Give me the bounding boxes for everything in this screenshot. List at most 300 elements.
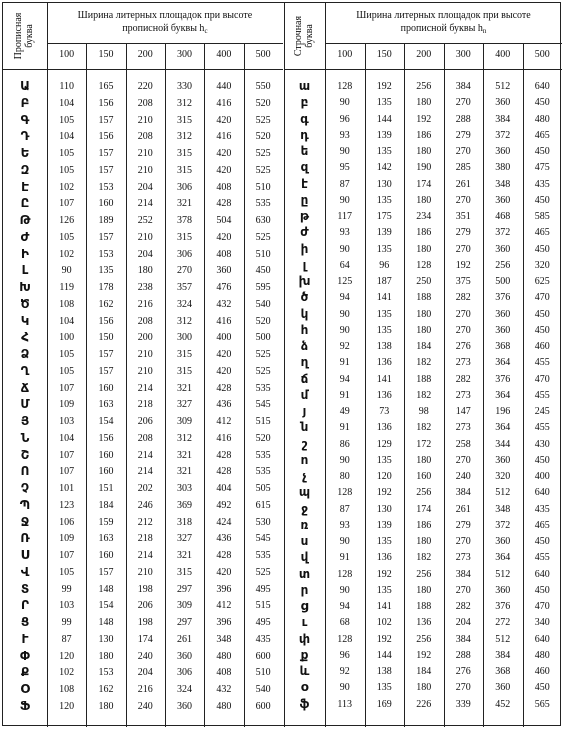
left-table-width-cell: 99 [61,583,72,595]
left-table-width-cell: 105 [59,365,75,377]
right-table-width-cell: 96 [379,259,390,271]
right-table-letter-glyph: փ [298,631,311,646]
right-table-width-cell: 279 [455,519,471,531]
right-table-width-cell: 49 [339,406,350,417]
right-table-width-cell: 102 [376,617,392,629]
left-table-width-cell: 396 [216,617,232,628]
right-table-width-cell: 282 [455,601,471,612]
right-table-width-cell: 192 [416,649,432,661]
left-table-width-cell: 240 [137,650,153,662]
right-table-width-cell: 339 [455,698,471,710]
right-table-width-cell: 384 [455,487,471,499]
right-table-width-cell: 360 [495,194,511,206]
right-table-width-cell: 364 [495,552,511,564]
right-table-width-cell: 128 [337,633,353,645]
right-table-width-cell: 94 [339,373,350,385]
left-table-letter-glyph: Զ [20,162,30,177]
right-table-width-cell: 364 [495,389,511,401]
left-table-width-cell: 202 [137,483,153,494]
left-table-width-cell: 360 [177,700,193,712]
left-table-width-cell: 416 [216,315,232,327]
right-table-width-cell: 128 [337,568,353,580]
right-table-width-cell: 270 [455,308,471,320]
left-table-width-cell: 412 [216,416,232,427]
right-table-width-cell: 372 [495,129,511,141]
left-table-width-cell: 525 [255,164,271,176]
right-table-width-cell: 279 [455,227,471,239]
left-table-width-cell: 525 [255,349,271,360]
left-table-width-cell: 157 [98,349,114,360]
right-table-width-cell: 565 [534,698,550,710]
right-table-letter-column-header: Строчная буква [292,15,315,57]
right-table-width-cell: 192 [376,487,392,499]
left-table-width-cell: 159 [98,516,114,528]
left-table-width-cell: 428 [216,466,232,478]
right-table-width-cell: 340 [534,617,550,629]
right-table-width-cell: 138 [376,341,392,352]
right-table-letter-glyph: դ [300,127,309,142]
left-table-width-cell: 312 [177,432,193,444]
right-table-width-cell: 188 [416,373,432,385]
left-table-width-cell: 504 [216,215,232,226]
left-table-width-cell: 174 [137,633,153,645]
left-table-width-cell: 153 [98,181,114,193]
right-table-width-cell: 144 [376,649,392,661]
left-table-letter-glyph: Հ [21,330,29,345]
left-table-width-cell: 210 [137,566,153,578]
right-table-letter-glyph: շ [301,436,308,451]
left-table-width-cell: 218 [137,533,153,545]
right-table-width-cell: 384 [495,649,511,661]
left-table-width-cell: 160 [98,449,114,461]
right-table-width-cell: 360 [495,536,511,547]
right-table-width-cell: 435 [534,503,550,515]
right-table-width-cell: 91 [339,357,350,369]
left-table-width-cell: 378 [177,215,193,226]
right-table-width-cell: 184 [416,666,432,677]
right-table-width-cell: 139 [376,129,392,141]
left-table-width-cell: 238 [137,282,153,293]
left-table-width-cell: 108 [59,298,75,310]
left-table-letter-glyph: Ա [20,79,30,93]
left-table-width-cell: 156 [98,131,114,143]
right-table-width-cell: 130 [376,178,392,190]
right-table-width-cell: 480 [534,113,550,125]
right-table-width-cell: 136 [376,552,392,564]
left-table-width-cell: 360 [177,650,193,662]
right-table-height-500-header: 500 [534,49,550,60]
left-table-width-cell: 157 [98,231,114,243]
left-table-width-cell: 550 [255,81,271,92]
left-table-width-cell: 321 [177,382,193,394]
right-table-width-cell: 141 [376,373,392,385]
left-table-width-cell: 150 [98,332,114,344]
right-table-width-cell: 375 [455,276,471,287]
left-table-width-cell: 428 [216,550,232,561]
left-table-letter-glyph: Ջ [20,514,30,529]
right-table-width-cell: 380 [495,162,511,174]
left-table-width-cell: 315 [177,164,193,176]
left-table-width-cell: 515 [255,600,271,612]
left-table-width-cell: 120 [59,650,75,662]
right-table-width-cell: 512 [495,568,511,580]
row-divider [3,69,283,70]
left-table-width-cell: 408 [216,667,232,679]
left-table-width-cell: 420 [216,164,232,176]
left-table-width-cell: 160 [98,466,114,478]
left-table-width-cell: 428 [216,198,232,210]
left-table-width-cell: 416 [216,432,232,444]
right-table-height-150-header: 150 [376,49,392,60]
left-table-width-cell: 212 [137,516,153,528]
left-table-width-cell: 315 [177,114,193,126]
left-table-width-cell: 180 [98,700,114,712]
right-table-letter-glyph: ւ [301,615,308,630]
right-table-width-cell: 372 [495,519,511,531]
left-table-width-cell: 595 [255,282,271,293]
left-table-width-cell: 535 [255,198,271,210]
left-table-width-cell: 436 [216,533,232,545]
left-table-width-cell: 100 [59,332,75,344]
left-table-letter-glyph: Պ [19,497,31,512]
right-table-width-cell: 135 [376,454,392,466]
left-table-width-cell: 105 [59,231,75,243]
right-table-width-cell: 136 [376,389,392,401]
right-table-width-cell: 475 [534,162,550,174]
left-table-width-cell: 214 [137,198,153,210]
left-table-width-cell: 327 [177,533,193,545]
right-table-width-cell: 288 [455,113,471,125]
left-table-letter-glyph: Ռ [20,531,30,546]
left-table-width-cell: 180 [98,650,114,662]
right-table-width-cell: 113 [337,698,353,710]
left-table-width-cell: 348 [216,633,232,645]
left-table-width-cell: 105 [59,164,75,176]
left-table-width-cell: 400 [216,332,232,344]
right-table-width-cell: 450 [534,243,550,255]
right-table-width-cell: 64 [339,259,350,271]
left-table-width-cell: 520 [255,97,271,109]
right-table-width-cell: 169 [376,698,392,710]
left-table-width-cell: 208 [137,432,153,444]
right-table-width-cell: 135 [376,97,392,109]
left-table-width-cell: 103 [59,600,75,612]
right-table-title-text: Ширина литерных площадок при высоте прописной буквы h [356,10,531,34]
right-table-width-cell: 95 [339,162,350,174]
right-table-width-cell: 455 [534,552,550,564]
right-table-width-cell: 344 [495,438,511,450]
left-table-width-cell: 520 [255,131,271,143]
right-table-width-cell: 144 [376,113,392,125]
right-table-width-cell: 270 [455,97,471,109]
left-table-width-cell: 525 [255,566,271,578]
left-table-height-200-header: 200 [137,49,153,60]
left-table-width-cell: 416 [216,131,232,143]
left-table-width-cell: 178 [98,282,114,293]
right-table-width-cell: 256 [495,259,511,271]
left-table-width-cell: 630 [255,215,271,226]
left-table-width-cell: 545 [255,533,271,545]
left-table-letter-glyph: Գ [20,112,30,127]
right-table-width-cell: 174 [416,178,432,190]
right-table-letter-glyph: ը [300,192,309,207]
left-table-width-cell: 198 [137,583,153,595]
left-table-width-cell: 404 [216,483,232,494]
right-table-title [325,9,562,38]
right-table-width-cell: 128 [337,81,353,92]
left-table-width-cell: 315 [177,349,193,360]
left-table-width-cell: 318 [177,516,193,528]
right-table-letter-glyph: վ [300,550,309,565]
right-table-height-100-header: 100 [337,49,353,60]
right-table-width-cell: 192 [376,81,392,92]
right-table-width-cell: 136 [376,422,392,434]
left-table-width-cell: 99 [61,617,72,628]
right-table-width-cell: 98 [418,406,429,417]
right-table-width-cell: 640 [534,81,550,92]
right-table-width-cell: 139 [376,227,392,239]
right-table-width-cell: 196 [495,406,511,417]
right-table-width-cell: 270 [455,584,471,596]
right-table-width-cell: 135 [376,584,392,596]
right-table-width-cell: 430 [534,438,550,450]
left-table-width-cell: 300 [177,332,193,344]
left-table-width-cell: 105 [59,349,75,360]
right-table-width-cell: 450 [534,682,550,694]
left-table-width-cell: 321 [177,550,193,561]
left-table-title-subscript: c [204,27,208,35]
left-table-letter-glyph: Ֆ [19,698,31,713]
left-table-width-cell: 515 [255,416,271,427]
left-table-letter-glyph: Ձ [20,347,30,361]
left-table-width-cell: 210 [137,365,153,377]
left-table-width-cell: 153 [98,248,114,260]
right-table-width-cell: 450 [534,536,550,547]
left-table-width-cell: 156 [98,432,114,444]
right-table-width-cell: 92 [339,341,350,352]
right-table-width-cell: 470 [534,292,550,304]
right-table-width-cell: 182 [416,552,432,564]
right-table-width-cell: 465 [534,129,550,141]
right-table-width-cell: 320 [534,259,550,271]
right-table-width-cell: 460 [534,666,550,677]
right-table-width-cell: 80 [339,471,350,482]
right-table-width-cell: 512 [495,81,511,92]
right-table-width-cell: 360 [495,584,511,596]
right-table-width-cell: 250 [416,276,432,287]
left-table-letter-glyph: Խ [19,280,31,294]
right-table-title-subscript: n [482,27,487,35]
right-table-letter-glyph: մ [300,387,309,402]
left-table-width-cell: 270 [177,265,193,277]
left-table-width-cell: 216 [137,298,153,310]
left-table-width-cell: 157 [98,148,114,159]
right-table-width-cell: 372 [495,227,511,239]
left-table-width-cell: 540 [255,684,271,695]
right-table-width-cell: 272 [495,617,511,629]
left-table-width-cell: 510 [255,667,271,679]
right-table-width-cell: 465 [534,227,550,239]
left-table-height-300-header: 300 [177,49,193,60]
left-table-width-cell: 130 [98,633,114,645]
left-table-letter-glyph: Բ [20,95,30,110]
right-table-width-cell: 91 [339,389,350,401]
right-table-letter-glyph: և [299,664,310,678]
right-table-width-cell: 182 [416,422,432,434]
right-table-width-cell: 186 [416,519,432,531]
left-table-width-cell: 208 [137,131,153,143]
left-table-width-cell: 476 [216,282,232,293]
left-table-width-cell: 104 [59,97,75,109]
right-table-width-cell: 128 [416,259,432,271]
left-table-letter-glyph: Է [21,179,29,194]
right-table-width-cell: 450 [534,584,550,596]
left-table-width-cell: 200 [137,332,153,344]
left-table-width-cell: 214 [137,550,153,561]
left-table-width-cell: 204 [137,667,153,679]
right-table-width-cell: 512 [495,487,511,499]
right-table-width-cell: 175 [376,211,392,222]
right-table-width-cell: 285 [455,162,471,174]
left-table-width-cell: 101 [59,483,75,494]
right-table-letter-glyph: է [301,176,308,191]
right-table-width-cell: 180 [416,243,432,255]
left-table-width-cell: 510 [255,181,271,193]
right-table-width-cell: 351 [455,211,471,222]
left-table-width-cell: 600 [255,700,271,712]
right-table-width-cell: 270 [455,146,471,157]
left-table-width-cell: 424 [216,516,232,528]
left-table-width-cell: 408 [216,248,232,260]
left-table-letter-glyph: Ւ [21,631,29,646]
right-table-width-cell: 450 [534,194,550,206]
right-table-letter-glyph: ժ [300,225,309,240]
right-table-width-cell: 147 [455,406,471,417]
right-table-width-cell: 138 [376,666,392,677]
left-table-width-cell: 106 [59,516,75,528]
right-table-width-cell: 86 [339,438,350,450]
left-table-width-cell: 480 [216,650,232,662]
right-table-width-cell: 360 [495,146,511,157]
right-table-height-300-header: 300 [455,49,471,60]
right-table-width-cell: 90 [339,324,350,336]
right-table-width-cell: 93 [339,519,350,531]
left-table-width-cell: 102 [59,248,75,260]
left-table-width-cell: 104 [59,131,75,143]
right-table-width-cell: 465 [534,519,550,531]
right-table-letter-glyph: ռ [300,517,309,532]
right-table-letter-glyph: ո [300,452,309,467]
right-table-width-cell: 270 [455,682,471,694]
right-table-width-cell: 192 [416,113,432,125]
left-table-width-cell: 297 [177,617,193,628]
right-table-width-cell: 87 [339,178,350,190]
left-table-width-cell: 109 [59,533,75,545]
left-table-width-cell: 297 [177,583,193,595]
right-table-width-cell: 276 [455,666,471,677]
left-table-letter-glyph: Ե [20,146,30,160]
right-table-letter-glyph: հ [300,322,309,337]
left-table-letter-glyph: Ճ [20,380,30,395]
right-table-width-cell: 450 [534,324,550,336]
left-table-width-cell: 321 [177,449,193,461]
right-table-width-cell: 94 [339,601,350,612]
right-table-width-cell: 270 [455,324,471,336]
right-table-width-cell: 320 [495,471,511,482]
right-table-letter-glyph: ն [300,420,309,435]
right-table-letter-glyph: ջ [301,501,308,516]
left-table-width-cell: 500 [255,332,271,344]
left-table-height-500-header: 500 [255,49,271,60]
right-table-width-cell: 90 [339,454,350,466]
right-table-width-cell: 261 [455,178,471,190]
right-table-width-cell: 470 [534,601,550,612]
left-table-width-cell: 369 [177,499,193,511]
right-table-width-cell: 186 [416,227,432,239]
right-table-letter-glyph: ս [300,534,309,548]
right-table-width-cell: 455 [534,422,550,434]
right-table-letter-glyph: ճ [300,371,309,386]
left-table-width-cell: 105 [59,566,75,578]
right-table-width-cell: 240 [455,471,471,482]
right-table-width-cell: 364 [495,357,511,369]
right-table-width-cell: 91 [339,422,350,434]
right-table-width-cell: 90 [339,243,350,255]
left-table-width-cell: 108 [59,684,75,695]
right-table-width-cell: 455 [534,389,550,401]
right-table-width-cell: 480 [534,649,550,661]
left-table-width-cell: 321 [177,466,193,478]
right-table-width-cell: 468 [495,211,511,222]
right-table-letter-glyph: պ [298,485,311,500]
right-table-width-cell: 512 [495,633,511,645]
right-table-letter-glyph: զ [300,160,309,175]
left-table-width-cell: 535 [255,382,271,394]
right-table-width-cell: 384 [455,633,471,645]
left-table-height-400-header: 400 [216,49,232,60]
left-table-width-cell: 120 [59,700,75,712]
left-table-width-cell: 148 [98,583,114,595]
right-table-width-cell: 135 [376,308,392,320]
right-table-width-cell: 136 [416,617,432,629]
left-table-width-cell: 154 [98,416,114,427]
left-table-width-cell: 206 [137,416,153,427]
right-table-letter-glyph: գ [300,111,309,126]
left-table-width-cell: 535 [255,550,271,561]
right-table-width-cell: 129 [376,438,392,450]
right-table-width-cell: 93 [339,227,350,239]
right-table-width-cell: 120 [376,471,392,482]
right-table-width-cell: 435 [534,178,550,190]
left-table-letter-glyph: Ծ [20,296,30,311]
left-table-letter-glyph: Ժ [20,229,30,244]
left-table-letter-glyph: Մ [20,397,30,412]
left-table-width-cell: 109 [59,399,75,411]
left-table-width-cell: 218 [137,399,153,411]
left-table-width-cell: 151 [98,483,114,494]
right-table-width-cell: 141 [376,292,392,304]
left-table-width-cell: 315 [177,231,193,243]
left-table-letter-glyph: Չ [20,481,30,495]
left-table-width-cell: 408 [216,181,232,193]
right-table-width-cell: 188 [416,292,432,304]
left-table-width-cell: 440 [216,81,232,92]
left-table-width-cell: 520 [255,432,271,444]
right-table-width-cell: 500 [495,276,511,287]
right-table-width-cell: 258 [455,438,471,450]
left-table-width-cell: 104 [59,315,75,327]
right-table-width-cell: 135 [376,194,392,206]
